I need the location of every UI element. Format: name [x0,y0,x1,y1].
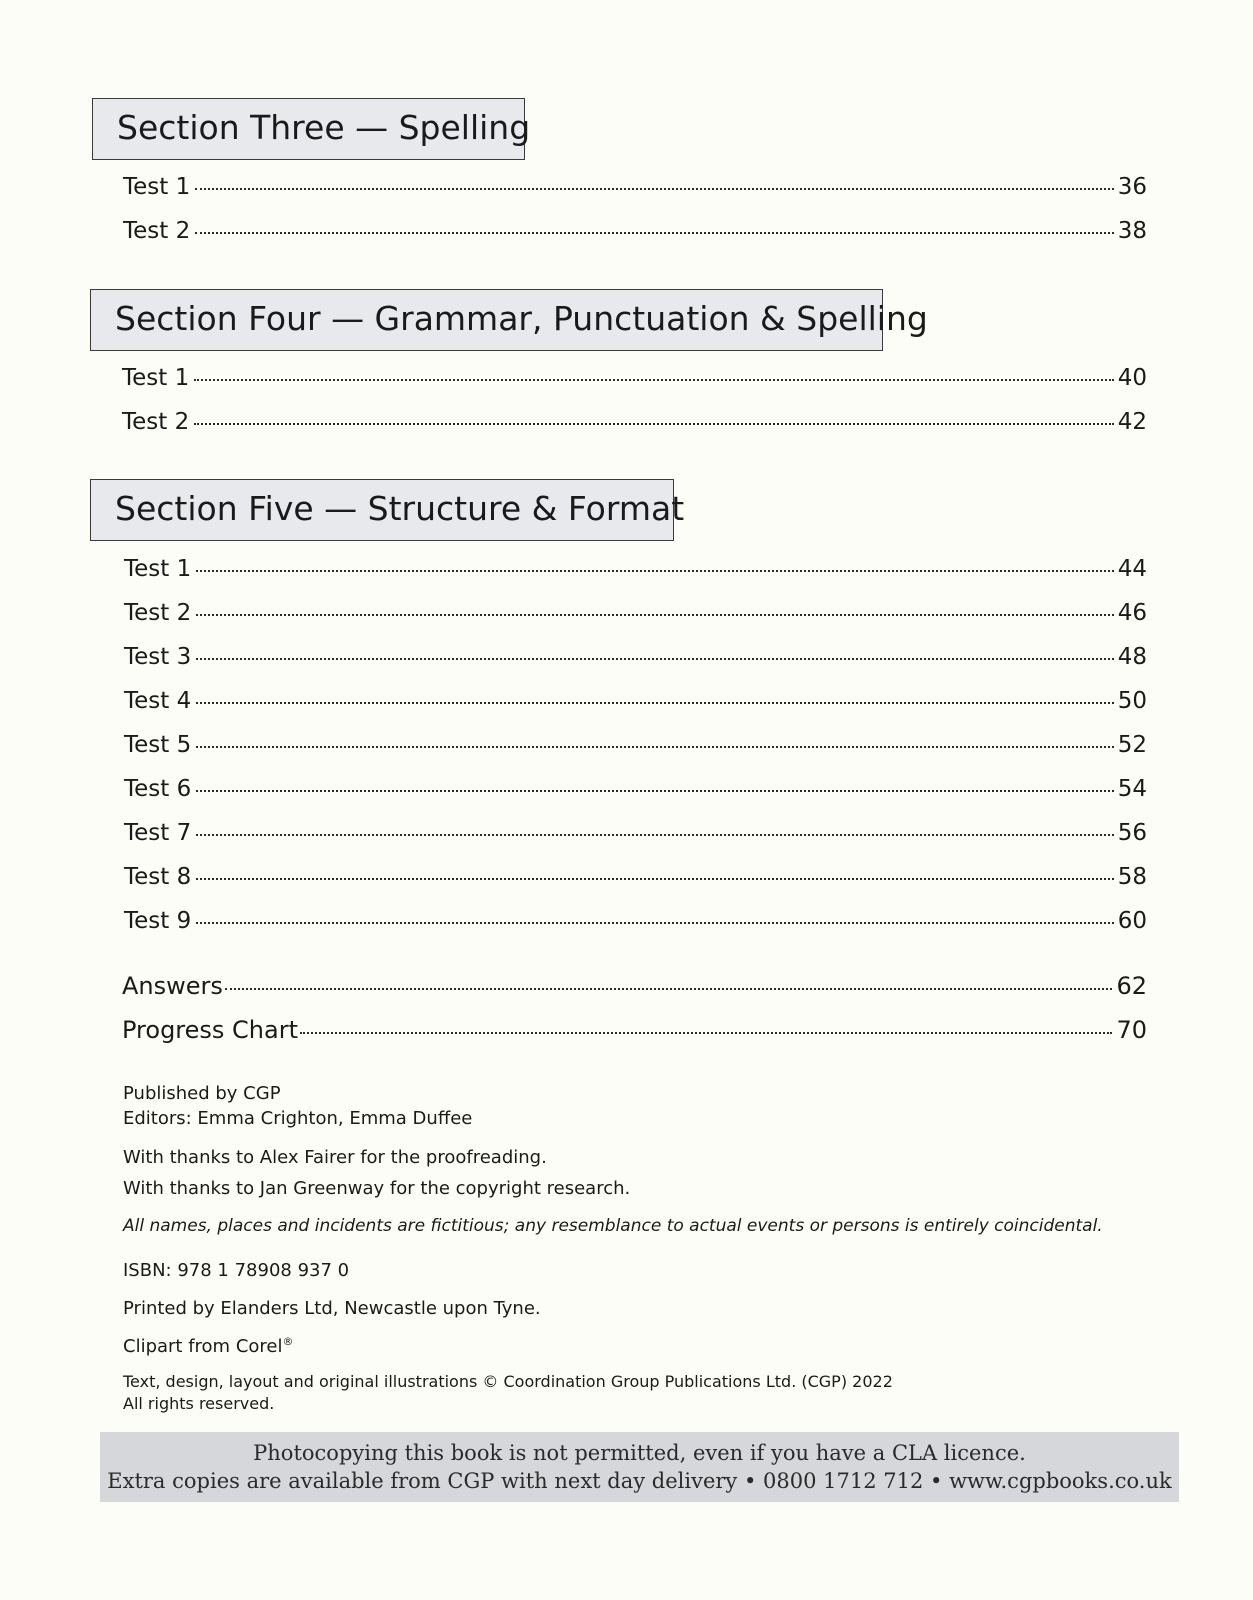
toc-entry[interactable] [124,773,1147,805]
toc-entry-page: 40 [1117,365,1147,391]
dot-leader [195,188,1113,190]
dot-leader [300,1032,1112,1034]
dot-leader [196,702,1113,704]
section-three-heading: Section Three — Spelling [92,98,525,160]
clipart-credit [123,1330,293,1359]
dot-leader [196,746,1113,748]
toc-entry[interactable] [122,362,1147,394]
toc-entry-progress-chart[interactable] [122,1014,1147,1046]
toc-entry-page: 54 [1117,776,1147,802]
toc-entry-label: Test 9 [124,908,192,934]
registered-mark: ® [282,1335,294,1348]
toc-entry-label: Answers [122,972,223,1000]
toc-entry-page: 46 [1117,600,1147,626]
dot-leader [196,922,1113,924]
toc-entry-label: Test 1 [122,365,190,391]
toc-entry[interactable] [124,553,1147,585]
toc-entry[interactable] [124,597,1147,629]
toc-entry-page: 44 [1117,556,1147,582]
toc-entry[interactable] [124,641,1147,673]
dot-leader [196,878,1113,880]
dot-leader [194,379,1113,381]
copyright-notice: Text, design, layout and original illustrations © Coordination Group Publications Ltd. (CGP) 2022 [123,1372,893,1391]
toc-entry[interactable] [123,171,1147,203]
toc-entry[interactable] [124,817,1147,849]
dot-leader [196,658,1113,660]
toc-entry[interactable] [124,861,1147,893]
toc-entry-page: 56 [1117,820,1147,846]
toc-entry-page: 70 [1116,1016,1147,1044]
photocopy-notice-banner [100,1432,1179,1502]
disclaimer: All names, places and incidents are fictitious; any resemblance to actual events or persons is entirely coincidental. [123,1216,1103,1236]
toc-entry-label: Test 1 [124,556,192,582]
toc-entry-label: Test 6 [124,776,192,802]
dot-leader [196,570,1113,572]
isbn: ISBN: 978 1 78908 937 0 [123,1260,350,1281]
dot-leader [196,790,1113,792]
toc-entry-page: 60 [1117,908,1147,934]
toc-entry-page: 42 [1117,409,1147,435]
toc-entry-page: 38 [1117,218,1147,244]
toc-entry[interactable] [122,406,1147,438]
dot-leader [195,232,1113,234]
dot-leader [225,988,1113,990]
toc-entry-answers[interactable] [122,970,1147,1002]
toc-entry[interactable] [124,729,1147,761]
rights-reserved: All rights reserved. [123,1394,275,1413]
toc-entry-label: Test 7 [124,820,192,846]
dot-leader [196,834,1113,836]
printed-by: Printed by Elanders Ltd, Newcastle upon Tyne. [123,1298,541,1319]
section-five-heading: Section Five — Structure & Format [90,479,674,541]
toc-entry-page: 36 [1117,174,1147,200]
clipart-text: Clipart from Corel [123,1336,283,1357]
toc-entry-page: 50 [1117,688,1147,714]
published-by: Published by CGP [123,1083,281,1104]
thanks-copyright: With thanks to Jan Greenway for the copyright research. [123,1178,631,1199]
extra-copies-notice: Extra copies are available from CGP with next day delivery • 0800 1712 712 • www.cgpbooks.co.uk [107,1469,1172,1493]
toc-entry-label: Progress Chart [122,1016,299,1044]
toc-entry-label: Test 2 [123,218,191,244]
section-four-heading: Section Four — Grammar, Punctuation & Spelling [90,289,883,351]
toc-entry-label: Test 3 [124,644,192,670]
toc-entry[interactable] [123,215,1147,247]
toc-entry-page: 52 [1117,732,1147,758]
toc-entry[interactable] [124,685,1147,717]
toc-entry-page: 48 [1117,644,1147,670]
toc-entry-page: 58 [1117,864,1147,890]
dot-leader [194,423,1113,425]
toc-entry-label: Test 2 [124,600,192,626]
toc-entry[interactable] [124,905,1147,937]
editors: Editors: Emma Crighton, Emma Duffee [123,1108,473,1129]
dot-leader [196,614,1113,616]
toc-entry-label: Test 4 [124,688,192,714]
photocopy-notice: Photocopying this book is not permitted, even if you have a CLA licence. [253,1441,1026,1465]
thanks-proofreading: With thanks to Alex Fairer for the proofreading. [123,1147,547,1168]
toc-entry-label: Test 5 [124,732,192,758]
toc-entry-page: 62 [1116,972,1147,1000]
toc-entry-label: Test 2 [122,409,190,435]
toc-entry-label: Test 8 [124,864,192,890]
toc-entry-label: Test 1 [123,174,191,200]
